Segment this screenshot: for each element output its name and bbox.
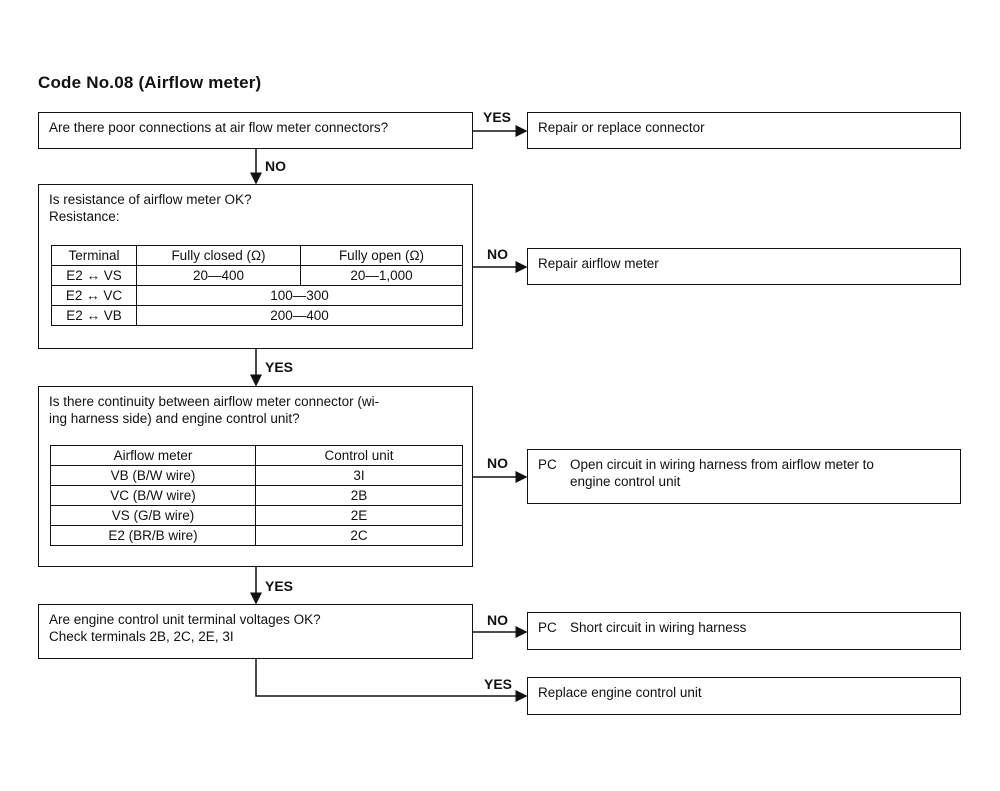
table-cell: E2 ↔ VC: [52, 286, 137, 306]
page-title: Code No.08 (Airflow meter): [38, 73, 262, 92]
step1-question: Are there poor connections at air flow meter connectors?: [49, 120, 389, 135]
table-cell: 2E: [256, 506, 463, 526]
step3-question: Is there continuity between airflow meter connector (wi-: [49, 394, 380, 409]
table-cell: E2 ↔ VB: [52, 306, 137, 326]
table-cell: 2C: [256, 526, 463, 546]
table-header: Control unit: [256, 446, 463, 466]
table-cell: VB (B/W wire): [51, 466, 256, 486]
step4-question-box: [38, 604, 473, 659]
table-row: [52, 266, 463, 286]
action2-text: Repair airflow meter: [538, 256, 659, 271]
table-row: [52, 306, 463, 326]
table-row: [51, 506, 463, 526]
resistance-table: [51, 245, 463, 326]
step3-question-cont: ing harness side) and engine control unit?: [49, 411, 300, 426]
table-row: [52, 246, 463, 266]
table-cell: 200—400: [137, 306, 463, 326]
step4-yes-label: YES: [484, 676, 513, 692]
action5-text: Replace engine control unit: [538, 685, 702, 700]
step1-no-label: NO: [265, 158, 286, 174]
step1-question-box: [38, 112, 473, 149]
action5-box: [527, 677, 961, 715]
step4-subtitle: Check terminals 2B, 2C, 2E, 3I: [49, 629, 234, 644]
action2-box: [527, 248, 961, 285]
table-cell: 3I: [256, 466, 463, 486]
action3-text: Open circuit in wiring harness from airflow meter to: [570, 457, 874, 472]
action3-text-cont: engine control unit: [570, 474, 681, 489]
step2-yes-label: YES: [265, 359, 294, 375]
step4-question: Are engine control unit terminal voltages OK?: [49, 612, 321, 627]
step3-no-label: NO: [487, 455, 508, 471]
table-row: [51, 446, 463, 466]
step2-no-label: NO: [487, 246, 508, 262]
table-cell: 20—400: [137, 266, 301, 286]
table-row: [51, 466, 463, 486]
step3-yes-label: YES: [265, 578, 294, 594]
table-header: Fully closed (Ω): [137, 246, 301, 266]
table-cell: VS (G/B wire): [51, 506, 256, 526]
table-cell: 100—300: [137, 286, 463, 306]
table-cell: 20—1,000: [301, 266, 463, 286]
step1-yes-label: YES: [483, 109, 512, 125]
action4-box: [527, 612, 961, 650]
action1-box: [527, 112, 961, 149]
step4-no-label: NO: [487, 612, 508, 628]
action3-box: [527, 449, 961, 504]
action4-prefix: PC: [538, 620, 557, 635]
table-header: Terminal: [52, 246, 137, 266]
table-cell: E2 ↔ VS: [52, 266, 137, 286]
continuity-table: [50, 445, 463, 546]
table-cell: E2 (BR/B wire): [51, 526, 256, 546]
table-cell: VC (B/W wire): [51, 486, 256, 506]
table-row: [51, 526, 463, 546]
action1-text: Repair or replace connector: [538, 120, 705, 135]
table-cell: 2B: [256, 486, 463, 506]
table-row: [51, 486, 463, 506]
action3-prefix: PC: [538, 457, 557, 472]
step2-question: Is resistance of airflow meter OK?: [49, 192, 252, 207]
table-header: Fully open (Ω): [301, 246, 463, 266]
step2-subtitle: Resistance:: [49, 209, 120, 224]
action4-text: Short circuit in wiring harness: [570, 620, 747, 635]
table-header: Airflow meter: [51, 446, 256, 466]
table-row: [52, 286, 463, 306]
action3-text-block: [570, 456, 874, 490]
